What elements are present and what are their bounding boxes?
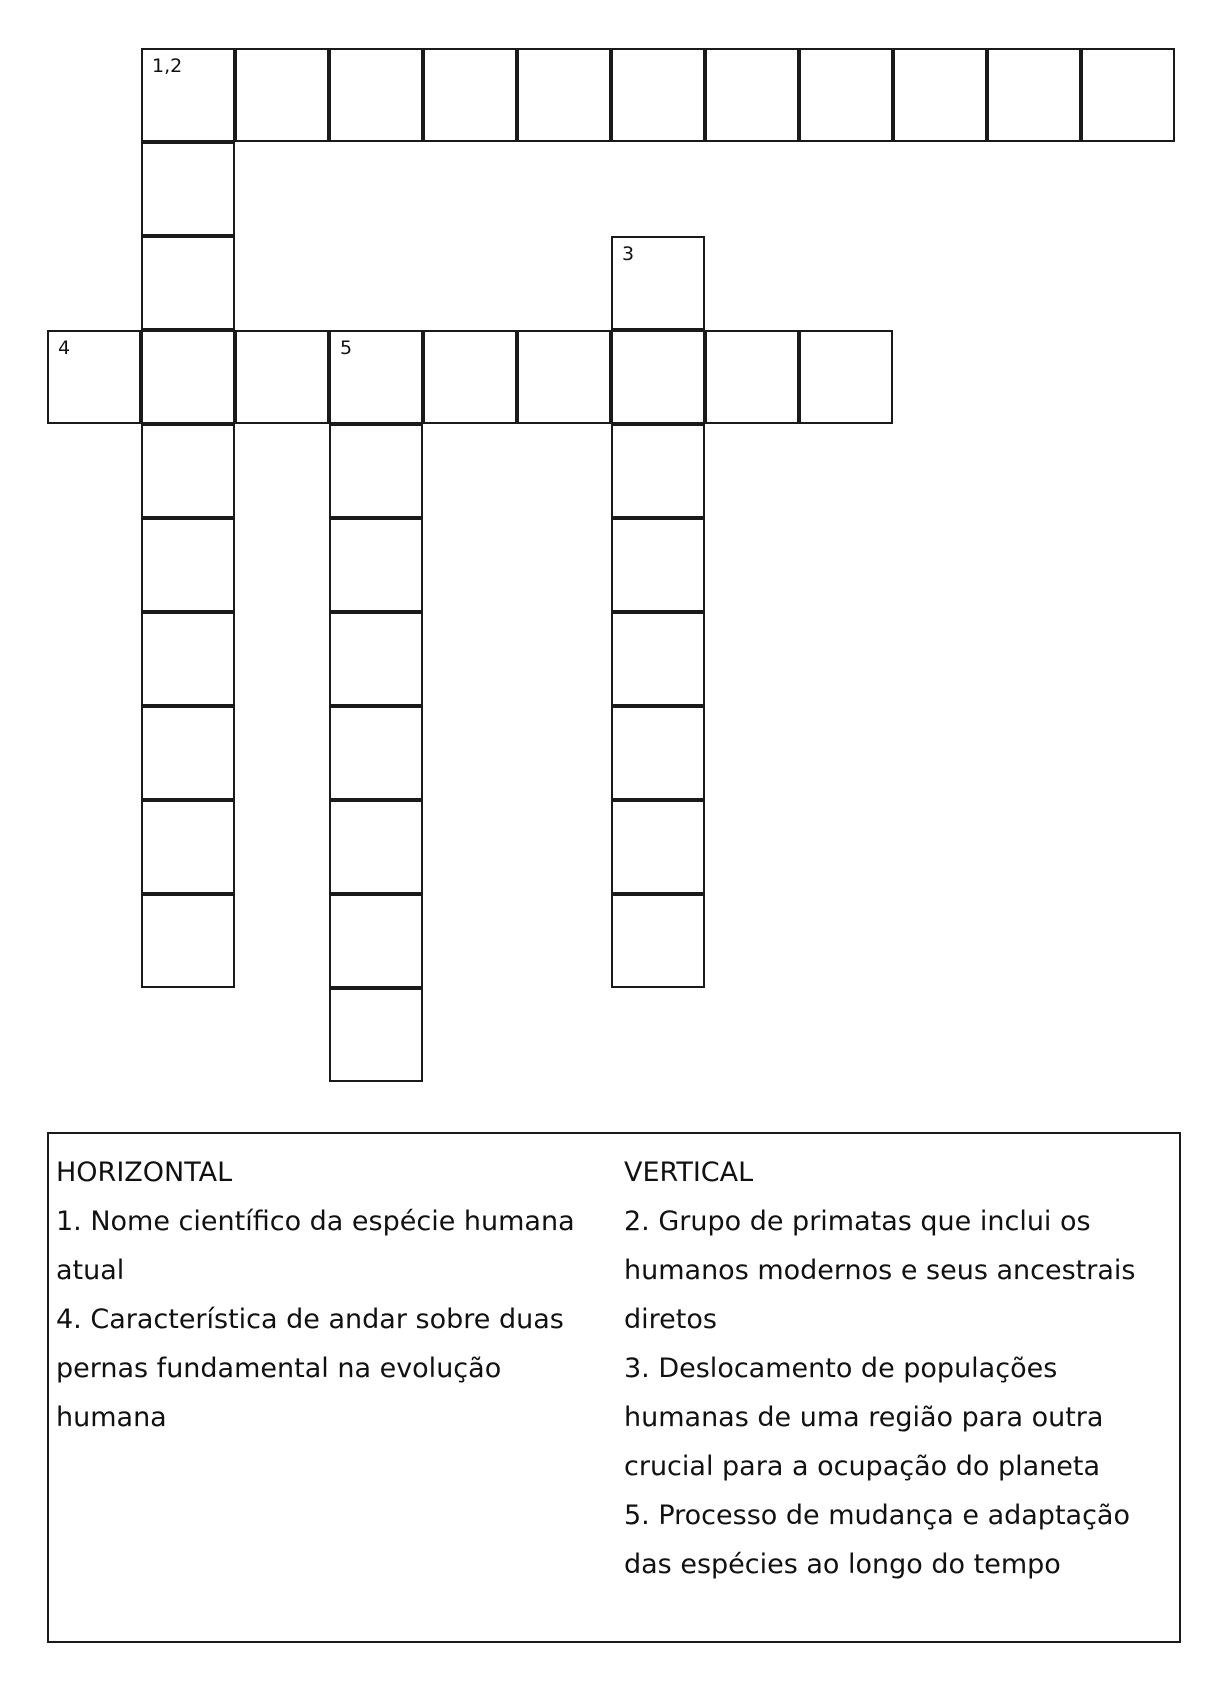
horizontal-clues: [56, 1148, 596, 1442]
vertical-heading: VERTICAL: [624, 1157, 754, 1188]
grid-cell[interactable]: [705, 48, 799, 142]
grid-cell[interactable]: [611, 518, 705, 612]
grid-cell[interactable]: [611, 800, 705, 894]
grid-cell[interactable]: [423, 330, 517, 424]
clues-box: [47, 1132, 1181, 1643]
grid-cell[interactable]: [611, 236, 705, 330]
grid-cell[interactable]: [611, 48, 705, 142]
grid-cell[interactable]: [141, 424, 235, 518]
vertical-clues: [624, 1148, 1164, 1589]
grid-cell[interactable]: [799, 48, 893, 142]
grid-cell[interactable]: [329, 48, 423, 142]
clue-4: 4. Característica de andar sobre duas pernas fundamental na evolução humana: [56, 1304, 564, 1433]
grid-cell[interactable]: [141, 612, 235, 706]
grid-cell[interactable]: [47, 330, 141, 424]
grid-cell[interactable]: [329, 706, 423, 800]
grid-cell[interactable]: [329, 612, 423, 706]
grid-cell[interactable]: [141, 894, 235, 988]
grid-cell[interactable]: [611, 706, 705, 800]
grid-cell[interactable]: [517, 48, 611, 142]
clue-number: 4: [58, 337, 71, 359]
clue-number: 5: [340, 337, 353, 359]
grid-cell[interactable]: [329, 988, 423, 1082]
grid-cell[interactable]: [141, 142, 235, 236]
clue-number: 1,2: [152, 55, 183, 77]
grid-cell[interactable]: [611, 330, 705, 424]
grid-cell[interactable]: [329, 330, 423, 424]
grid-cell[interactable]: [141, 800, 235, 894]
grid-cell[interactable]: [799, 330, 893, 424]
grid-cell[interactable]: [141, 330, 235, 424]
grid-cell[interactable]: [517, 330, 611, 424]
grid-cell[interactable]: [235, 48, 329, 142]
grid-cell[interactable]: [611, 894, 705, 988]
clue-3: 3. Deslocamento de populações humanas de uma região para outra crucial para a ocupação do planeta: [624, 1353, 1104, 1482]
grid-cell[interactable]: [893, 48, 987, 142]
grid-cell[interactable]: [141, 48, 235, 142]
grid-cell[interactable]: [329, 894, 423, 988]
grid-cell[interactable]: [1081, 48, 1175, 142]
grid-cell[interactable]: [611, 424, 705, 518]
grid-cell[interactable]: [329, 424, 423, 518]
grid-cell[interactable]: [141, 236, 235, 330]
clue-number: 3: [622, 243, 635, 265]
clue-5: 5. Processo de mudança e adaptação das espécies ao longo do tempo: [624, 1500, 1130, 1580]
grid-cell[interactable]: [423, 48, 517, 142]
grid-cell[interactable]: [141, 518, 235, 612]
horizontal-heading: HORIZONTAL: [56, 1157, 233, 1188]
clue-2: 2. Grupo de primatas que inclui os humanos modernos e seus ancestrais diretos: [624, 1206, 1136, 1335]
grid-cell[interactable]: [141, 706, 235, 800]
grid-cell[interactable]: [329, 518, 423, 612]
grid-cell[interactable]: [235, 330, 329, 424]
grid-cell[interactable]: [987, 48, 1081, 142]
grid-cell[interactable]: [611, 612, 705, 706]
grid-cell[interactable]: [329, 800, 423, 894]
grid-cell[interactable]: [705, 330, 799, 424]
clue-1: 1. Nome científico da espécie humana atual: [56, 1206, 575, 1286]
